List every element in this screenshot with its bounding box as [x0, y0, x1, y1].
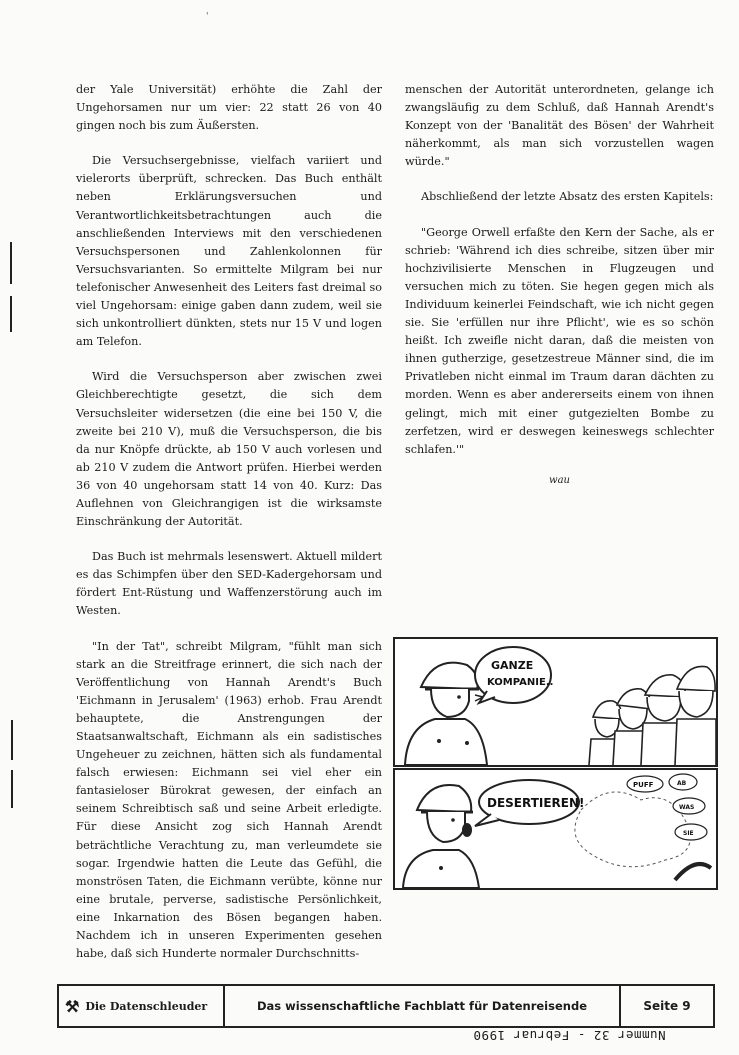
paragraph: Abschließend der letzte Absatz des ersten Kapitels: [421, 190, 714, 204]
paragraph: der Yale Universität) erhöhte die Zahl der Ungehorsamen nur um vier: 22 statt 26 von 40 gingen noch bis zum Äußersten. [76, 83, 382, 133]
paragraph: "George Orwell erfaßte den Kern der Sache, als er schrieb: 'Während ich dies schreibe, sitzen über mir hochzivilisierte Menschen in Flugzeugen und versuchen mich zu töten. Sie hegen gegen mich als Individuum keinerlei Feindschaft, wie ich nicht gegen sie. Sie 'erfüllen nur ihre Pflicht', wie es so schön heißt. Ich zweifle nicht daran, daß die meisten von ihnen gutherzige, gesetzestreue Männer sind, die im Privatleben nicht einmal im Traum daran dächten zu morden. Wenn es aber andererseits einem von ihnen gelingt, mich mit einer gutgezielten Bombe zu zerfetzen, wird er deswegen keineswegs schlechter schlafen.'" [405, 225, 714, 456]
paragraph: Wird die Versuchsperson aber zwischen zwei Gleichberechtigte gesetzt, die sich dem Versuchsleiter widersetzen (die eine bei 150 V, die zweite bei 210 V), muß die Versuchsperson, die bis da nur Knöpfe drückte, ab 150 V auch vorlesen und ab 210 V zudem die Antwort prüfen. Hierbei werden 36 von 40 ungehorsam statt 14 von 40. Kurz: Das Auflehnen von Gleichrangigen ist die wirksamste Einschränkung der Autorität. [76, 370, 382, 529]
paragraph: menschen der Autorität unterordneten, gelange ich zwangsläufig zu dem Schluß, daß Hannah Arendt's Konzept von der 'Banalität des Bösen' der Wahrheit näherkommt, als man sich vorzustellen wagen würde." [405, 83, 714, 169]
margin-mark [10, 242, 12, 284]
author-signature: wau [549, 474, 570, 486]
bubble-text: AB [677, 780, 687, 787]
paragraph: Die Versuchsergebnisse, vielfach variiert und vielerorts überprüft, schrecken. Das Buch enthält neben Erklärungsversuchen und Verantwortlichkeitsbetrachtungen auch die anschließenden Interviews mit den verschiedenen Versuchspersonen und Zahlenkolonnen für Versuchsvarianten. So ermittelte Milgram bei nur telefonischer Anwesenheit des Leiters fast dreimal so viel Ungehorsam: einige gaben dann zudem, weil sie sich unkontrolliert dünkten, stets nur 15 V und logen am Telefon. [76, 154, 382, 349]
catapult-logo-icon: ⚒ [65, 996, 80, 1016]
margin-mark [11, 770, 13, 808]
comic-panel-2 [393, 768, 718, 890]
bubble-text: PUFF [633, 781, 654, 789]
page-footer [57, 984, 715, 1028]
scan-tick-mark: ' [206, 12, 209, 22]
comic-panel-1 [393, 637, 718, 767]
left-text-column [76, 81, 382, 980]
paragraph: Das Buch ist mehrmals lesenswert. Aktuell mildert es das Schimpfen über den SED-Kadergehorsam und fördert Ent-Rüstung und Waffenzerstörung auch im Westen. [76, 550, 382, 618]
bubble-text: SIE [683, 830, 694, 837]
logo-text: Die Datenschleuder [85, 999, 208, 1013]
issue-number-upside-down: Nummer 32 - Februar 1990 [473, 1028, 666, 1043]
bubble-text: DESERTIEREN! [487, 796, 585, 810]
publication-logo [59, 986, 225, 1026]
footer-slogan: Das wissenschaftliche Fachblatt für Datenreisende [225, 986, 621, 1026]
right-text-column [405, 81, 714, 490]
bubble-text: WAS [679, 804, 695, 811]
bubble-text: GANZE [491, 659, 534, 672]
bubble-text: KOMPANIE.. [487, 677, 554, 688]
paragraph: "In der Tat", schreibt Milgram, "fühlt man sich stark an die Streitfrage erinnert, die sich nach der Veröffentlichung von Hannah Arendt's Buch 'Eichmann in Jerusalem' (1963) erhob. Frau Arendt behauptete, die Anstrengungen der Staatsanwaltschaft, Eichmann als ein sadistisches Ungeheuer zu zeichnen, hätten sich als fundamental falsch erwiesen: Eichmann sei viel eher ein fantasieloser Bürokrat gewesen, der einfach an seinem Schreibtisch saß und seine Arbeit erledigte. Für diese Ansicht zog sich Hannah Arendt beträchtliche Verachtung zu, man verleumdete sie sogar. Irgendwie hatten die Leute das Gefühl, die monströsen Taten, die Eichmann verübte, könne nur eine brutale, perverse, sadistische Persönlichkeit, eine Inkarnation des Bösen begangen haben. Nachdem ich in unseren Experimenten gesehen habe, daß sich Hunderte normaler Durchschnitts- [76, 639, 382, 961]
margin-mark [10, 296, 12, 332]
page-number: Seite 9 [643, 999, 691, 1013]
comic-drawing-soldier-company [395, 639, 716, 765]
margin-mark [11, 720, 13, 760]
comic-drawing-desertion [395, 770, 716, 888]
